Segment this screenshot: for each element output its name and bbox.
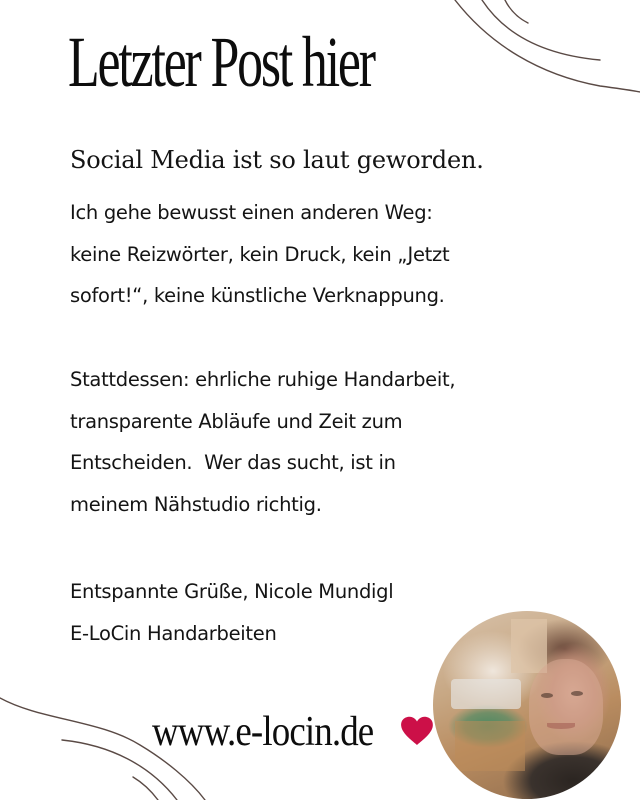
photo-table <box>455 721 525 771</box>
photo-eye <box>571 691 583 696</box>
website-link[interactable]: www.e-locin.de <box>152 709 374 755</box>
signature-business: E-LoCin Handarbeiten <box>70 621 277 645</box>
paragraph-line: Ich gehe bewusst einen anderen Weg: <box>70 201 433 224</box>
paragraph-intro <box>70 192 449 317</box>
signature-greeting: Entspannte Grüße, Nicole Mundigl <box>70 580 394 603</box>
photo-window <box>451 679 521 709</box>
heart-icon <box>400 716 434 746</box>
post-title: Letzter Post hier <box>68 22 374 102</box>
photo-smile <box>547 723 575 729</box>
paragraph-line: sofort!“, keine künstliche Verknappung. <box>70 284 445 307</box>
paragraph-instead <box>70 359 455 525</box>
paragraph-line: Stattdessen: ehrliche ruhige Handarbeit, <box>70 368 456 391</box>
post-subtitle: Social Media ist so laut geworden. <box>70 146 484 174</box>
paragraph-line: meinem Nähstudio richtig. <box>70 492 322 516</box>
paragraph-line: transparente Abläufe und Zeit zum <box>70 409 403 433</box>
paragraph-line: keine Reizwörter, kein Druck, kein „Jetzt <box>70 242 450 266</box>
photo-face <box>529 659 603 755</box>
paragraph-line: Entscheiden. Wer das sucht, ist in <box>70 451 396 474</box>
photo-shelf <box>511 619 547 673</box>
avatar-photo <box>433 611 621 799</box>
signature <box>70 571 393 654</box>
photo-eye <box>541 693 553 698</box>
